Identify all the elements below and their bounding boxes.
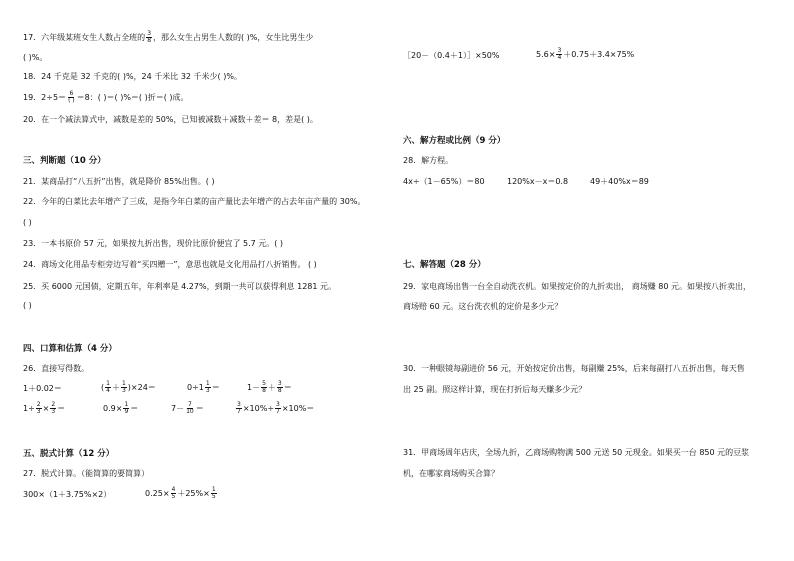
equation-3: 49＋40%x＝89 (590, 177, 649, 186)
question-18: 18．24 千克是 32 千克的( )%，24 千米比 32 千米少( )%。 (23, 72, 242, 81)
section-4-title: 四、口算和估算（4 分） (23, 344, 117, 354)
question-21: 21．某商品打“八五折”出售，就是降价 85%出售。( ) (23, 177, 215, 186)
expression-2: 0.25× $\frac{4}{5}$ ＋25%× $\frac{1}{5}$ (145, 486, 216, 500)
question-30: 30．一种眼镜每副进价 56 元，开始按定价出售，每副赚 25%，后来每副打八五折出售，每天售 (403, 364, 745, 373)
fraction: $\frac{6}{( )}$ (68, 90, 75, 104)
question-29-cont: 商场赔 60 元。这台洗衣机的定价是多少元？ (403, 302, 563, 311)
equation-2: 120%x－x＝0.8 (507, 177, 569, 186)
calc-6: 0.9× $\frac{1}{9}$ ＝ (103, 401, 139, 415)
question-25: 25．买 6000 元国债，定期五年，年利率是 4.27%，到期一共可以获得利息 1281 元。 (23, 282, 337, 291)
question-23: 23．一本书原价 57 元，如果按九折出售，现价比原价便宜了 5.7 元。( ) (23, 239, 284, 248)
question-29: 29．家电商场出售一台全自动洗衣机。如果按定价的九折卖出， 商场赚 80 元。如果按八折卖出， (403, 282, 751, 291)
equation-1: 4x÷（1－65%）＝80 (403, 177, 485, 186)
calc-8: $\frac{3}{7}$ ×10%÷ $\frac{3}{7}$ ×10%＝ (237, 401, 315, 415)
question-20: 20．在一个减法算式中，减数是差的 50%，已知被减数＋减数＋差＝ 8，差是( )。 (23, 115, 318, 124)
calc-5: 1÷ $\frac{2}{3}$ × $\frac{2}{3}$ ＝ (23, 401, 66, 415)
question-26: 26．直接写得数。 (23, 364, 90, 373)
fraction: $\frac{3}{8}$ (147, 30, 152, 44)
calc-1: 1＋0.02＝ (23, 384, 62, 393)
section-3-title: 三、判断题（10 分） (23, 156, 106, 166)
question-19: 19．2÷5＝ $\frac{6}{( )}$ ＝8：( )＝( )%＝( )折＝( )成。 (23, 90, 189, 104)
calc-4: 1－ $\frac{5}{8}$ ＋ $\frac{3}{8}$ ＝ (247, 380, 292, 394)
question-17: 17．六年级某班女生人数占全班的 $\frac{3}{8}$ ，那么女生占男生人数的( )%，女生比男生少 (23, 30, 314, 44)
calc-7: 7－ $\frac{7}{10}$ ＝ (171, 401, 204, 415)
question-22-cont: ( ) (23, 218, 32, 227)
calc-3: 0÷1 $\frac{1}{3}$ ＝ (187, 380, 220, 394)
question-30-cont: 出 25 副。照这样计算，现在打折后每天赚多少元？ (403, 385, 587, 394)
section-6-title: 六、解方程或比例（9 分） (403, 136, 506, 146)
question-22: 22．今年的白菜比去年增产了三成，是指今年白菜的亩产量比去年增产的占去年亩产量的 30%。 (23, 197, 366, 206)
question-28: 28．解方程。 (403, 156, 454, 165)
question-24: 24．商场文化用品专柜旁边写着“买四赠一”，意思也就是文化用品打八折销售。 ( ) (23, 260, 317, 269)
question-27: 27．脱式计算。（能简算的要简算） (23, 469, 150, 478)
question-17-cont: ( )%。 (23, 53, 48, 62)
expression-4: 5.6× $\frac{3}{4}$ ＋0.75＋3.4×75% (536, 47, 635, 61)
expression-3: ［20－（0.4＋1）］×50% (403, 51, 500, 60)
question-31-cont: 机，在哪家商场购买合算？ (403, 469, 499, 478)
expression-1: 300×（1＋3.75%×2） (23, 490, 112, 499)
calc-2: ( $\frac{1}{4}$ ＋ $\frac{1}{3}$ )×24＝ (101, 380, 156, 394)
question-25-cont: ( ) (23, 301, 32, 310)
section-7-title: 七、解答题（28 分） (403, 260, 486, 270)
question-31: 31．甲商场周年店庆，全场九折，乙商场购物满 500 元送 50 元现金。如果买一台 850 元的豆浆 (403, 448, 750, 457)
section-5-title: 五、脱式计算（12 分） (23, 449, 115, 459)
